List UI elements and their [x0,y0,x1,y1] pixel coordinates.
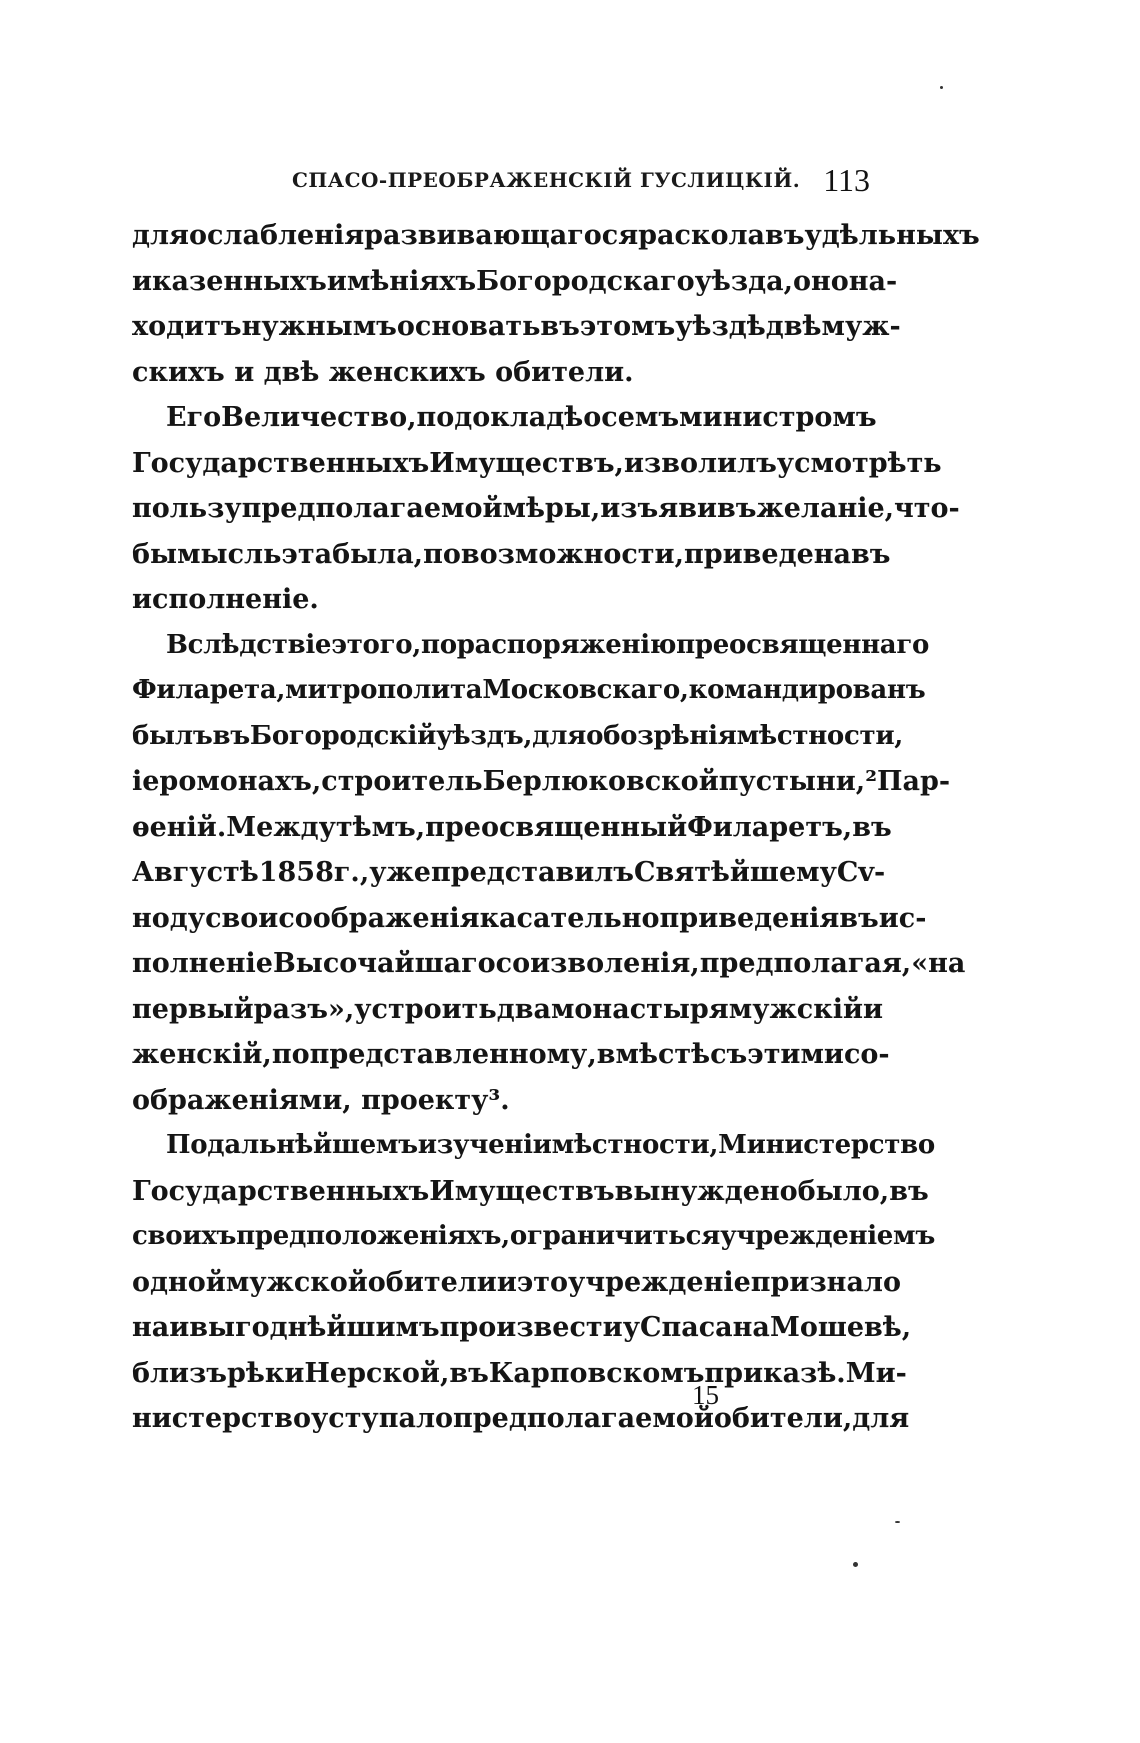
word: г., [333,857,370,888]
word: для [852,1403,910,1434]
word: мѣстности, [551,1130,719,1160]
text-line [132,1357,907,1404]
word: по [423,538,461,570]
word: ² [865,766,878,797]
scan-speck [853,1562,858,1567]
word: муж- [821,311,901,342]
word: уѣзда, [694,265,793,297]
word: ходитъ [132,311,242,342]
word: изученіи [417,1130,552,1160]
word: митрополита [285,675,483,705]
word: Богородскій [249,720,437,751]
text-line [132,675,926,721]
word: Имуществъ, [429,447,624,479]
word: Вслѣдствіе [166,629,332,660]
word: первый [132,993,254,1025]
word: Величество, [221,402,417,433]
text-line [132,1221,935,1267]
word: былъ [132,720,213,751]
word: Государственныхъ [132,447,430,479]
word: Ми- [845,1357,907,1389]
word: ис- [878,902,927,934]
page-number: 113 [823,162,870,198]
word: Нерской, [304,1357,450,1389]
word: основать [396,311,541,342]
word: этими [747,1039,844,1070]
word: соизволенія, [495,948,700,979]
word: мужской [225,1266,368,1298]
word: о [583,402,602,433]
word: обозрѣнія [586,720,737,751]
word: докладѣ [454,402,584,433]
word: проекту³. [361,1084,510,1116]
word: приведена [683,538,852,570]
word: распоряженію [456,629,677,660]
word: близъ [132,1357,228,1389]
word: Августѣ [132,857,259,888]
text-line [132,811,892,858]
running-head: СПАСО-ПРЕОБРАЖЕНСКІЙ ГУСЛИЦКІЙ. [292,168,801,192]
word: усмотрѣть [776,447,942,479]
word: женскій, [132,1039,272,1070]
printer-signature: 15 [692,1380,719,1410]
word: учрежденіе [568,1266,751,1298]
word: Богородскаго [476,265,695,297]
word: женскихъ [328,356,496,388]
word: уже [369,857,431,888]
word: въ [212,720,250,751]
text-line [132,584,870,630]
word: мужскій [728,993,863,1025]
text-line [132,1403,910,1449]
word: съ [710,1039,748,1070]
text-line [132,493,960,539]
word: представилъ [430,857,634,888]
text-line [132,1175,929,1222]
text-line [132,1312,912,1358]
word: на [732,1312,770,1343]
word: изволилъ [623,447,777,479]
word: нистерство [132,1403,311,1434]
word: и [132,265,153,297]
word: предполагая, [699,948,912,979]
text-line [132,720,904,767]
word: наивыгоднѣйшимъ [132,1312,440,1343]
word: для [532,720,587,751]
word: предполагаемой [453,1403,714,1434]
word: Пар- [877,766,951,797]
word: въ [889,1175,929,1207]
word: скихъ [132,356,235,388]
word: рѣки [227,1357,305,1389]
text-line [132,857,886,903]
word: дальнѣйшемъ [207,1130,418,1160]
word: имѣніяхъ [326,265,477,297]
word: два [496,993,551,1025]
word: Мошевѣ, [769,1312,912,1343]
word: ослабленія [188,220,365,251]
word: представленному, [309,1039,597,1070]
word: это [516,1266,569,1298]
word: эта [281,538,333,570]
text-line [132,1130,935,1176]
word: мысль [177,538,282,570]
word: удѣльныхъ [804,220,980,251]
word: свои [205,902,279,934]
word: іеромонахъ, [132,766,322,797]
word: По [166,1130,208,1160]
word: въ [449,1357,489,1389]
word: по [421,629,457,660]
word: въ [852,811,892,843]
word: вмѣстѣ [596,1039,711,1070]
word: командированъ [688,675,926,705]
word: казенныхъ [152,265,327,297]
text-line [132,1085,870,1131]
text-line [132,766,951,812]
word: для [132,220,189,251]
word: развивающагося [364,220,639,251]
word: на- [848,265,898,297]
word: исполненіе. [132,584,319,615]
text-line [132,265,898,312]
word: Имуществъ [429,1175,615,1207]
word: въ [851,538,891,570]
word: разъ», [253,993,355,1025]
word: двѣ [263,356,329,388]
word: этого, [331,629,421,660]
word: желаніе, [756,493,895,524]
word: Филарета, [132,675,286,705]
text-line [132,993,884,1040]
scan-speck [940,86,943,89]
word: предполагаемой [241,493,503,524]
word: обители, [713,1403,853,1434]
word: уѣздъ, [436,720,533,751]
word: «на [911,948,966,979]
word: учрежденіемъ [720,1221,935,1251]
word: по [416,402,455,433]
word: мѣстности, [736,720,904,751]
word: Его [166,402,222,433]
word: пустыни, [718,766,866,797]
text-line [132,629,930,676]
body-text [132,220,980,1449]
word: въ [839,902,879,934]
text-line [132,357,870,403]
word: у [622,1312,640,1343]
word: Московскаго, [482,675,689,705]
word: этомъ [579,311,676,342]
word: своихъ [132,1221,237,1251]
word: приказѣ. [704,1357,846,1389]
word: ноду [132,902,206,934]
word: была, [332,538,424,570]
word: было, [797,1175,890,1207]
text-line [132,902,927,949]
word: тѣмъ, [335,811,426,843]
word: нужнымъ [241,311,397,342]
word: Карповскомъ [488,1357,705,1389]
word: обители [367,1266,497,1298]
text-line [132,447,942,494]
word: предположеніяхъ, [236,1221,510,1251]
word: и [862,993,884,1025]
word: семъ [601,402,680,433]
word: Высочайшаго [272,948,496,979]
word: строитель [321,766,483,797]
word: двѣ [765,311,822,342]
word: обители. [495,356,634,388]
page-header [132,160,870,210]
word: и [496,1266,517,1298]
word: Берлюковской [482,766,719,797]
word: ѳеній. [132,811,227,843]
word: по [271,1039,310,1070]
word: Государственныхъ [132,1175,430,1207]
text-line [132,311,901,357]
word: ображеніями, [132,1084,362,1116]
word: соображенія [278,902,480,934]
text-line [132,1039,890,1085]
word: ограничиться [509,1221,721,1251]
word: министромъ [679,402,877,433]
word: преосвященнаго [676,629,930,660]
word: полненіе [132,948,273,979]
word: Святѣйшему [634,857,837,888]
word: преосвященный [425,811,688,843]
word: приведенія [659,902,840,934]
word: пользу [132,493,242,524]
word: монастыря [550,993,729,1025]
word: Сv- [836,857,886,888]
word: уѣздѣ [675,311,766,342]
word: произвести [439,1312,623,1343]
word: оно [793,265,849,297]
word: признало [750,1266,901,1298]
text-line [132,538,891,585]
word: 1858 [258,857,334,888]
word: устроить [354,993,497,1025]
word: что- [894,493,960,524]
word: изъявивъ [600,493,757,524]
word: возможности, [460,538,684,570]
word: Спаса [639,1312,733,1343]
word: въ [540,311,580,342]
word: и [234,356,264,388]
word: Филаретъ, [687,811,853,843]
word: въ [765,220,805,251]
word: раскола [638,220,765,251]
word: Между [226,811,336,843]
word: одной [132,1266,226,1298]
text-line [132,402,877,448]
word: уступало [310,1403,454,1434]
word: Министерство [718,1130,935,1160]
text-line [132,948,966,994]
word: касательно [479,902,660,934]
text-line [132,220,980,266]
word: мѣры, [502,493,601,524]
word: вынуждено [614,1175,798,1207]
scan-speck [895,1521,900,1523]
word: со- [843,1039,890,1070]
word: бы [132,538,178,570]
text-line [132,1266,901,1313]
